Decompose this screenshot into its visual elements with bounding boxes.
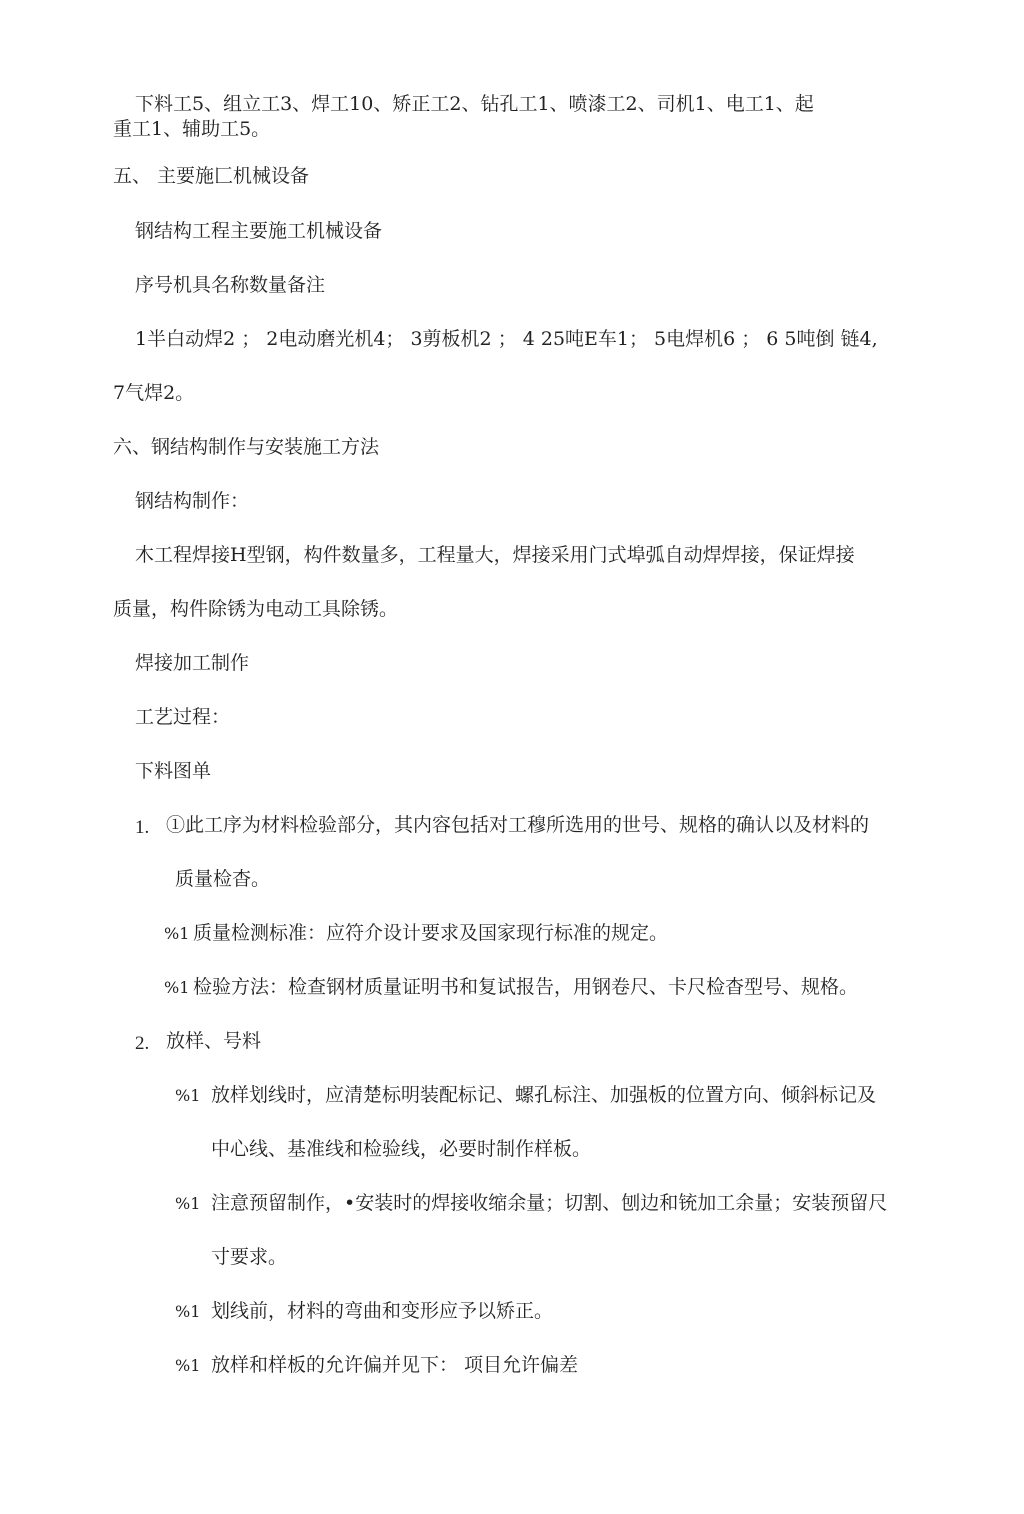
list-item-1-sub2-text: 检验方法：检查钢材质量证明书和复试报告，用钢卷尺、卡尺检杳型号、规格。 [193,976,859,998]
fabrication-heading: 钢结构制作： [135,490,250,512]
welding-heading: 焊接加工制作 [135,652,250,674]
equipment-list-line1: 1半白动焊2 ； 2电动磨光机4； 3剪板机2 ； 4 25吨E车1； 5电焊机6 ； 6 5吨倒 链4, [135,328,878,350]
workers-paragraph-line2: 重工1、辅助工5。 [113,118,271,140]
list-item-2-sub3-marker: %1 [175,1302,201,1321]
equipment-table-title: 钢结构工程主要施工机械设备 [135,220,383,242]
list-item-2-sub1-marker: %1 [175,1086,201,1105]
list-item-2-sub2-line2: 寸要求。 [211,1246,288,1268]
list-item-2-sub4-text: 放样和样板的允许偏并见下： 项目允许偏差 [211,1354,579,1376]
list-item-1-number: 1. [135,817,150,838]
list-item-1-sub1-text: 质量检测标准：应符介设计要求及国家现行标准的规定。 [193,922,669,944]
list-item-2-sub1-line1: 放样划线时，应清楚标明装配标记、螺孔标注、加强板的位置方向、倾斜标记及 [211,1084,877,1106]
list-item-1-line2: 质量检杳。 [175,868,271,890]
list-item-2-sub4-marker: %1 [175,1356,201,1375]
list-item-1-sub2-marker: %1 [164,978,190,997]
fabrication-paragraph-line1: 木工程焊接H型钢，构件数量多，工程量大，焊接采用门式埠弧自动焊焊接，保证焊接 [135,544,855,566]
equipment-list-line2: 7气焊2。 [113,382,195,404]
list-item-2-sub1-line2: 中心线、基准线和检验线，必要时制作样板。 [211,1138,592,1160]
fabrication-paragraph-line2: 质量，构件除锈为电动工具除锈。 [113,598,399,620]
list-item-2-number: 2. [135,1033,150,1054]
cutting-list-heading: 下料图单 [135,760,212,782]
list-item-2-sub2-marker: %1 [175,1194,201,1213]
equipment-table-header: 序号机具名称数量备注 [135,274,326,296]
section-5-heading: 五、 主要施匚机械设备 [113,165,310,187]
list-item-1-sub1-marker: %1 [164,924,190,943]
list-item-2-sub3-text: 划线前，材料的弯曲和变形应予以矫正。 [211,1300,554,1322]
list-item-2-text: 放样、号料 [166,1030,262,1052]
workers-paragraph-line1: 下料工5、组立工3、焊工10、矫正工2、钻孔工1、喷漆工2、司机1、电工1、起 [135,93,814,115]
section-6-heading: 六、钢结构制作与安装施工方法 [113,436,380,458]
list-item-1-line1: ①此工序为材料检验部分，其内容包括对工穆所选用的世号、规格的确认以及材料的 [166,814,870,836]
list-item-2-sub2-line1: 注意预留制作，•安装时的焊接收缩余量；切割、刨边和铳加工余量；安装预留尺 [211,1192,888,1214]
process-heading: 工艺过程： [135,706,231,728]
